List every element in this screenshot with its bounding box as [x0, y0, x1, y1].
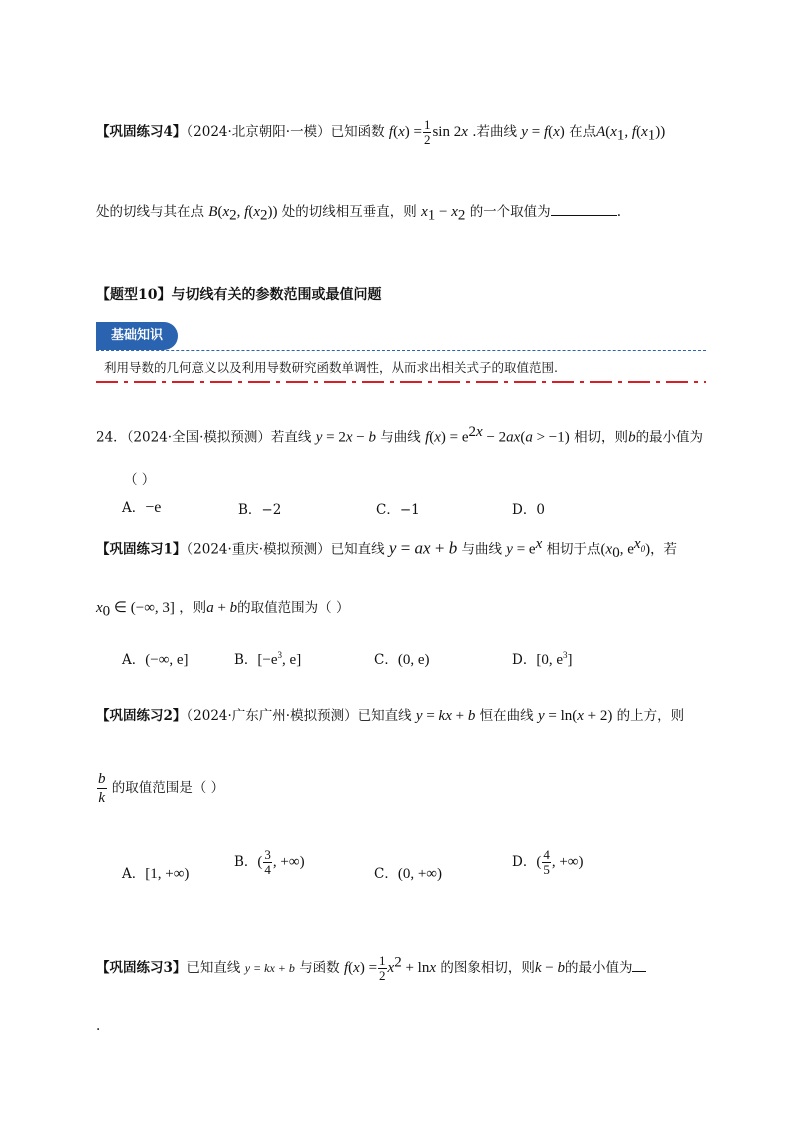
p2-option-a-value: [1, +∞)	[145, 866, 190, 882]
p1-option-b[interactable]	[234, 648, 301, 669]
p2-text4: 的取值范围是（ ）	[111, 780, 225, 796]
p2-source: （2024·广东广州·模拟预测）	[186, 708, 358, 724]
q4-diff: x	[421, 204, 428, 220]
q24-text4: 的最小值为	[635, 429, 704, 446]
p2-option-d-value: ( $\frac{4}{5}$ , +∞)	[536, 847, 584, 877]
q4-tag: 【巩固练习4】	[96, 124, 187, 140]
p2-option-a[interactable]	[122, 862, 189, 883]
p2-option-b[interactable]	[234, 848, 305, 877]
q4-text3: 在点	[569, 124, 597, 140]
q24-option-c[interactable]: C．−1	[376, 502, 420, 518]
p1-option-a[interactable]	[122, 648, 189, 669]
p1-option-a-value: (−∞, e]	[145, 652, 189, 668]
q24-option-d[interactable]: D．0	[512, 502, 545, 518]
q24-var-b: b	[628, 429, 636, 446]
knowledge-badge: 基础知识	[96, 322, 178, 350]
p2-line2	[96, 770, 224, 807]
p3-text1: 已知直线	[186, 960, 241, 976]
p3-line-eq: y = kx + b	[244, 961, 295, 975]
p1-text2: 与曲线	[461, 541, 502, 558]
p1-tag: 【巩固练习1】	[96, 541, 187, 558]
p3-func: f	[343, 960, 349, 976]
p2-option-a-label: A．	[122, 866, 146, 882]
p1-sum: a	[206, 600, 214, 616]
p1-curve: y	[506, 541, 513, 558]
p2-line-eq: y	[415, 708, 423, 724]
q24-option-b[interactable]: B．−2	[238, 502, 282, 518]
p2-curve-eq: y	[537, 708, 545, 724]
p1-option-a-label: A．	[122, 652, 146, 668]
q4-formula-f: f	[388, 124, 394, 140]
q24-paren: （ ）	[124, 472, 156, 488]
p3-line1: 【巩固练习3】已知直线 y = kx + b 与函数 f(x) = $\frac{1}{2}$ $x^2 + \ln x$ 的图象相切，则k − b的最小值为	[96, 954, 646, 983]
p1-option-b-value: [$-e^3$, e]	[257, 650, 302, 668]
q24-text3: 相切，则	[574, 429, 629, 446]
q4-text2: .若曲线	[472, 124, 517, 140]
q4-text4: 处的切线与其在点	[96, 204, 204, 220]
p3-text4: 的最小值为	[564, 960, 633, 976]
q4-text6: 的一个取值为	[469, 204, 551, 220]
q24-num: 24．	[96, 429, 127, 446]
q24-line1: 24．（2024·全国·模拟预测）若直线 y = 2x − b 与曲线 $f(x) = e^{2x} - 2ax(a > -1)$ 相切，则b的最小值为	[96, 424, 704, 446]
p3-tag: 【巩固练习3】	[96, 960, 187, 976]
p1-source: （2024·重庆·模拟预测）	[186, 541, 331, 558]
q4-period: .	[616, 204, 621, 220]
p1-option-d-label: D．	[512, 652, 537, 668]
q4-line1: 【巩固练习4】（2024·北京朝阳·一模）已知函数 f(x) = $\frac{1}{2}$ sin 2x .若曲线 y = f(x) 在点$A(x_1$, $f(x_1)$)	[96, 117, 666, 147]
p1-text1: 已知直线	[330, 541, 385, 558]
p2-option-c[interactable]	[374, 862, 442, 883]
p1-line2: $x_0$ ∈ (−∞, 3] ，则a + b的取值范围为（ ）	[96, 600, 350, 620]
p2-option-d[interactable]	[512, 848, 583, 877]
p1-domain: x	[96, 600, 103, 616]
p3-text3: 的图象相切，则	[440, 960, 535, 976]
p3-expr: k	[534, 960, 542, 976]
q4-half: $\frac{1}{2}$	[423, 117, 431, 147]
red-dashdot-divider	[96, 381, 706, 383]
p1-option-d[interactable]	[512, 648, 572, 669]
q4-source: （2024·北京朝阳·一模）	[186, 124, 331, 140]
p1-text6: 的取值范围为（ ）	[237, 600, 350, 616]
q4-line2: 处的切线与其在点 $B(x_2$, $f(x_2)$) 处的切线相互垂直，则 $x_1 - x_2$ 的一个取值为 .	[96, 204, 621, 224]
p1-option-b-label: B．	[234, 652, 258, 668]
p2-option-b-label: B．	[234, 853, 258, 870]
q24-curve-eq: f	[425, 429, 430, 446]
p1-option-c-label: C．	[374, 652, 398, 668]
q4-text: 已知函数	[330, 124, 385, 140]
q24-option-a-value: −e	[145, 499, 162, 516]
p1-option-c[interactable]	[374, 648, 430, 669]
q24-option-a-label: A．	[122, 500, 146, 516]
p2-option-c-value: (0, +∞)	[397, 866, 442, 882]
p1-line1: 【巩固练习1】（2024·重庆·模拟预测）已知直线 y = ax + b 与曲线 $y = e^x$ 相切于点($x_0$, $e^{x_0}$)，若	[96, 536, 678, 562]
p2-tag: 【巩固练习2】	[96, 708, 187, 724]
q4-curve: y	[521, 124, 528, 140]
p1-text3: 相切于点	[546, 541, 601, 558]
q4-pointB: B	[208, 204, 218, 220]
q24-text2: 与曲线	[380, 429, 421, 446]
p2-text2: 恒在曲线	[479, 708, 534, 724]
p3-text2: 与函数	[299, 960, 340, 976]
q4-pointA: A	[596, 124, 606, 140]
p2-text1: 已知直线	[357, 708, 412, 724]
q24-option-a[interactable]	[122, 496, 161, 517]
p3-end-period: .	[96, 1018, 101, 1034]
section-title: 【题型10】与切线有关的参数范围或最值问题	[96, 287, 382, 303]
p1-point: (	[600, 541, 606, 558]
p2-text3: 的上方，则	[616, 708, 685, 724]
p1-option-c-value: (0, e)	[397, 652, 430, 668]
p1-line-eq: y	[388, 538, 397, 558]
q24-source: （2024·全国·模拟预测）	[126, 429, 271, 446]
p2-option-d-label: D．	[512, 853, 537, 870]
q24-text1: 若直线	[270, 429, 312, 446]
p2-option-b-value: ( $\frac{3}{4}$ , +∞)	[257, 847, 305, 877]
p3-answer-blank[interactable]	[632, 959, 646, 972]
q4-answer-blank[interactable]	[551, 203, 617, 216]
q4-text5: 处的切线相互垂直，则	[281, 204, 417, 220]
q24-line-eq: y	[315, 429, 323, 446]
blue-dashed-divider	[96, 350, 706, 351]
p2-ratio: $\frac{b}{k}$	[98, 771, 106, 806]
p2-option-c-label: C．	[374, 866, 398, 882]
p2-line1: 【巩固练习2】（2024·广东广州·模拟预测）已知直线 y = kx + b 恒在曲线 y = ln(x + 2) 的上方，则	[96, 708, 685, 724]
knowledge-note: 利用导数的几何意义以及利用导数研究函数单调性，从而求出相关式子的取值范围.	[104, 360, 558, 375]
p1-text4: ，若	[650, 541, 678, 558]
p1-option-d-value: [0, $e^3$]	[536, 650, 573, 668]
p1-text5: ，则	[179, 600, 207, 616]
